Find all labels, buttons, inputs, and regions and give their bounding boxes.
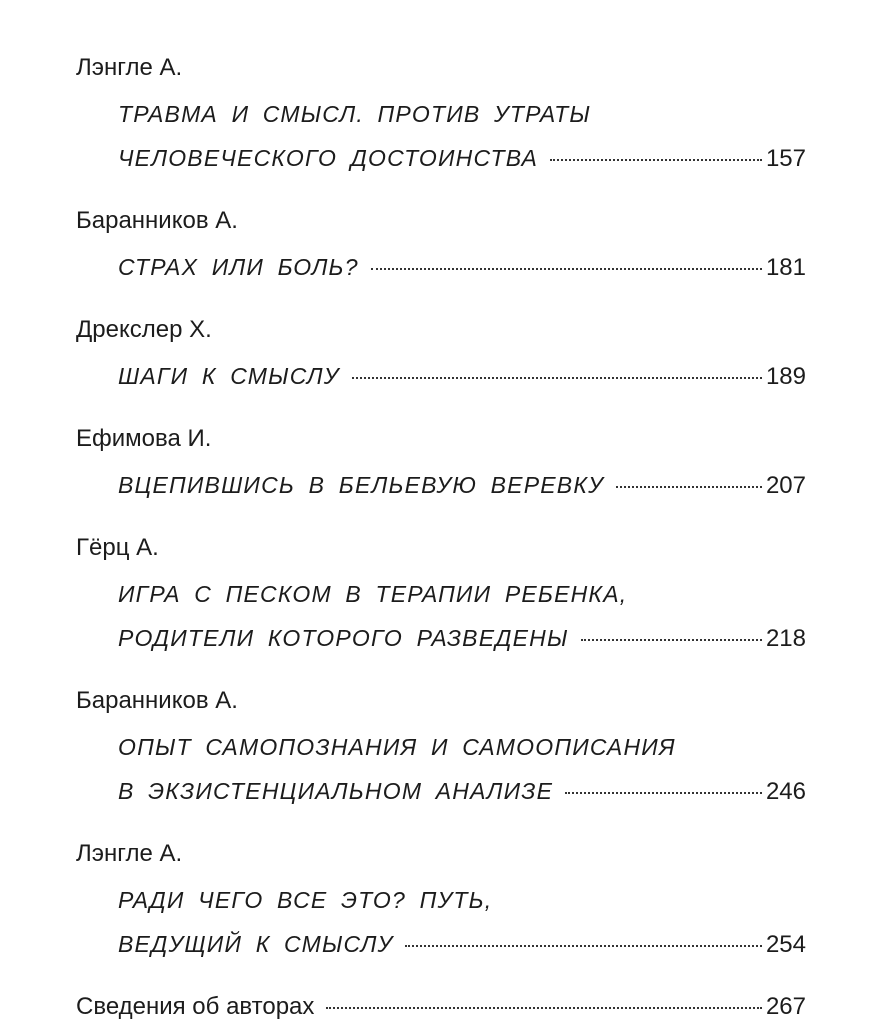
entry-title-last-line	[118, 922, 806, 966]
entry-title-text: ВЦЕПИВШИСЬ В БЕЛЬЕВУЮ ВЕРЕВКУ	[118, 472, 604, 498]
entry-title-last-line	[118, 769, 806, 813]
entry-title-last-line	[118, 245, 806, 289]
authors-info-page-number: 267	[765, 993, 806, 1020]
entry-title-line: ТРАВМА И СМЫСЛ. ПРОТИВ УТРАТЫ	[118, 101, 591, 127]
toc-entry	[76, 306, 806, 398]
toc-entry	[76, 677, 806, 813]
dot-leader	[581, 639, 762, 641]
dot-leader	[550, 159, 762, 161]
entry-title-line: РАДИ ЧЕГО ВСЕ ЭТО? ПУТЬ,	[118, 887, 493, 913]
toc-entry	[76, 44, 806, 180]
entry-page-number: 157	[765, 145, 806, 172]
entry-author: Баранников А.	[76, 687, 238, 714]
toc-entries	[76, 44, 806, 966]
dot-leader	[616, 486, 762, 488]
toc-entry-authors-info	[76, 983, 806, 1031]
dot-leader	[371, 268, 762, 270]
entry-title-last-line	[118, 354, 806, 398]
toc-entry	[76, 197, 806, 289]
entry-page-number: 254	[765, 931, 806, 958]
toc-entry	[76, 524, 806, 660]
entry-author: Ефимова И.	[76, 425, 212, 452]
dot-leader	[352, 377, 762, 379]
entry-author: Лэнгле А.	[76, 54, 183, 81]
entry-page-number: 246	[765, 778, 806, 805]
entry-author: Лэнгле А.	[76, 840, 183, 867]
entry-title-line: ОПЫТ САМОПОЗНАНИЯ И САМООПИСАНИЯ	[118, 734, 676, 760]
toc-entry	[76, 830, 806, 966]
toc-entry	[76, 415, 806, 507]
entry-title-text: РОДИТЕЛИ КОТОРОГО РАЗВЕДЕНЫ	[118, 625, 569, 651]
dot-leader	[565, 792, 762, 794]
entry-title-text: ВЕДУЩИЙ К СМЫСЛУ	[118, 931, 394, 957]
entry-title-text: СТРАХ ИЛИ БОЛЬ?	[118, 254, 359, 280]
entry-page-number: 218	[765, 625, 806, 652]
entry-title-last-line	[118, 463, 806, 507]
entry-page-number: 207	[765, 472, 806, 499]
entry-author: Гёрц А.	[76, 534, 159, 561]
entry-author: Дрекслер Х.	[76, 316, 212, 343]
entry-author: Баранников А.	[76, 207, 238, 234]
dot-leader	[405, 945, 762, 947]
entry-title-last-line	[118, 136, 806, 180]
table-of-contents	[76, 44, 806, 1031]
entry-title-text: В ЭКЗИСТЕНЦИАЛЬНОМ АНАЛИЗЕ	[118, 778, 554, 804]
dot-leader	[326, 1007, 762, 1009]
entry-title-last-line	[118, 616, 806, 660]
entry-title-text: ЧЕЛОВЕЧЕСКОГО ДОСТОИНСТВА	[118, 145, 539, 171]
entry-page-number: 181	[765, 254, 806, 281]
entry-title-text: ШАГИ К СМЫСЛУ	[118, 363, 340, 389]
entry-title-line: ИГРА С ПЕСКОМ В ТЕРАПИИ РЕБЕНКА,	[118, 581, 628, 607]
entry-page-number: 189	[765, 363, 806, 390]
authors-info-label: Сведения об авторах	[76, 993, 315, 1020]
